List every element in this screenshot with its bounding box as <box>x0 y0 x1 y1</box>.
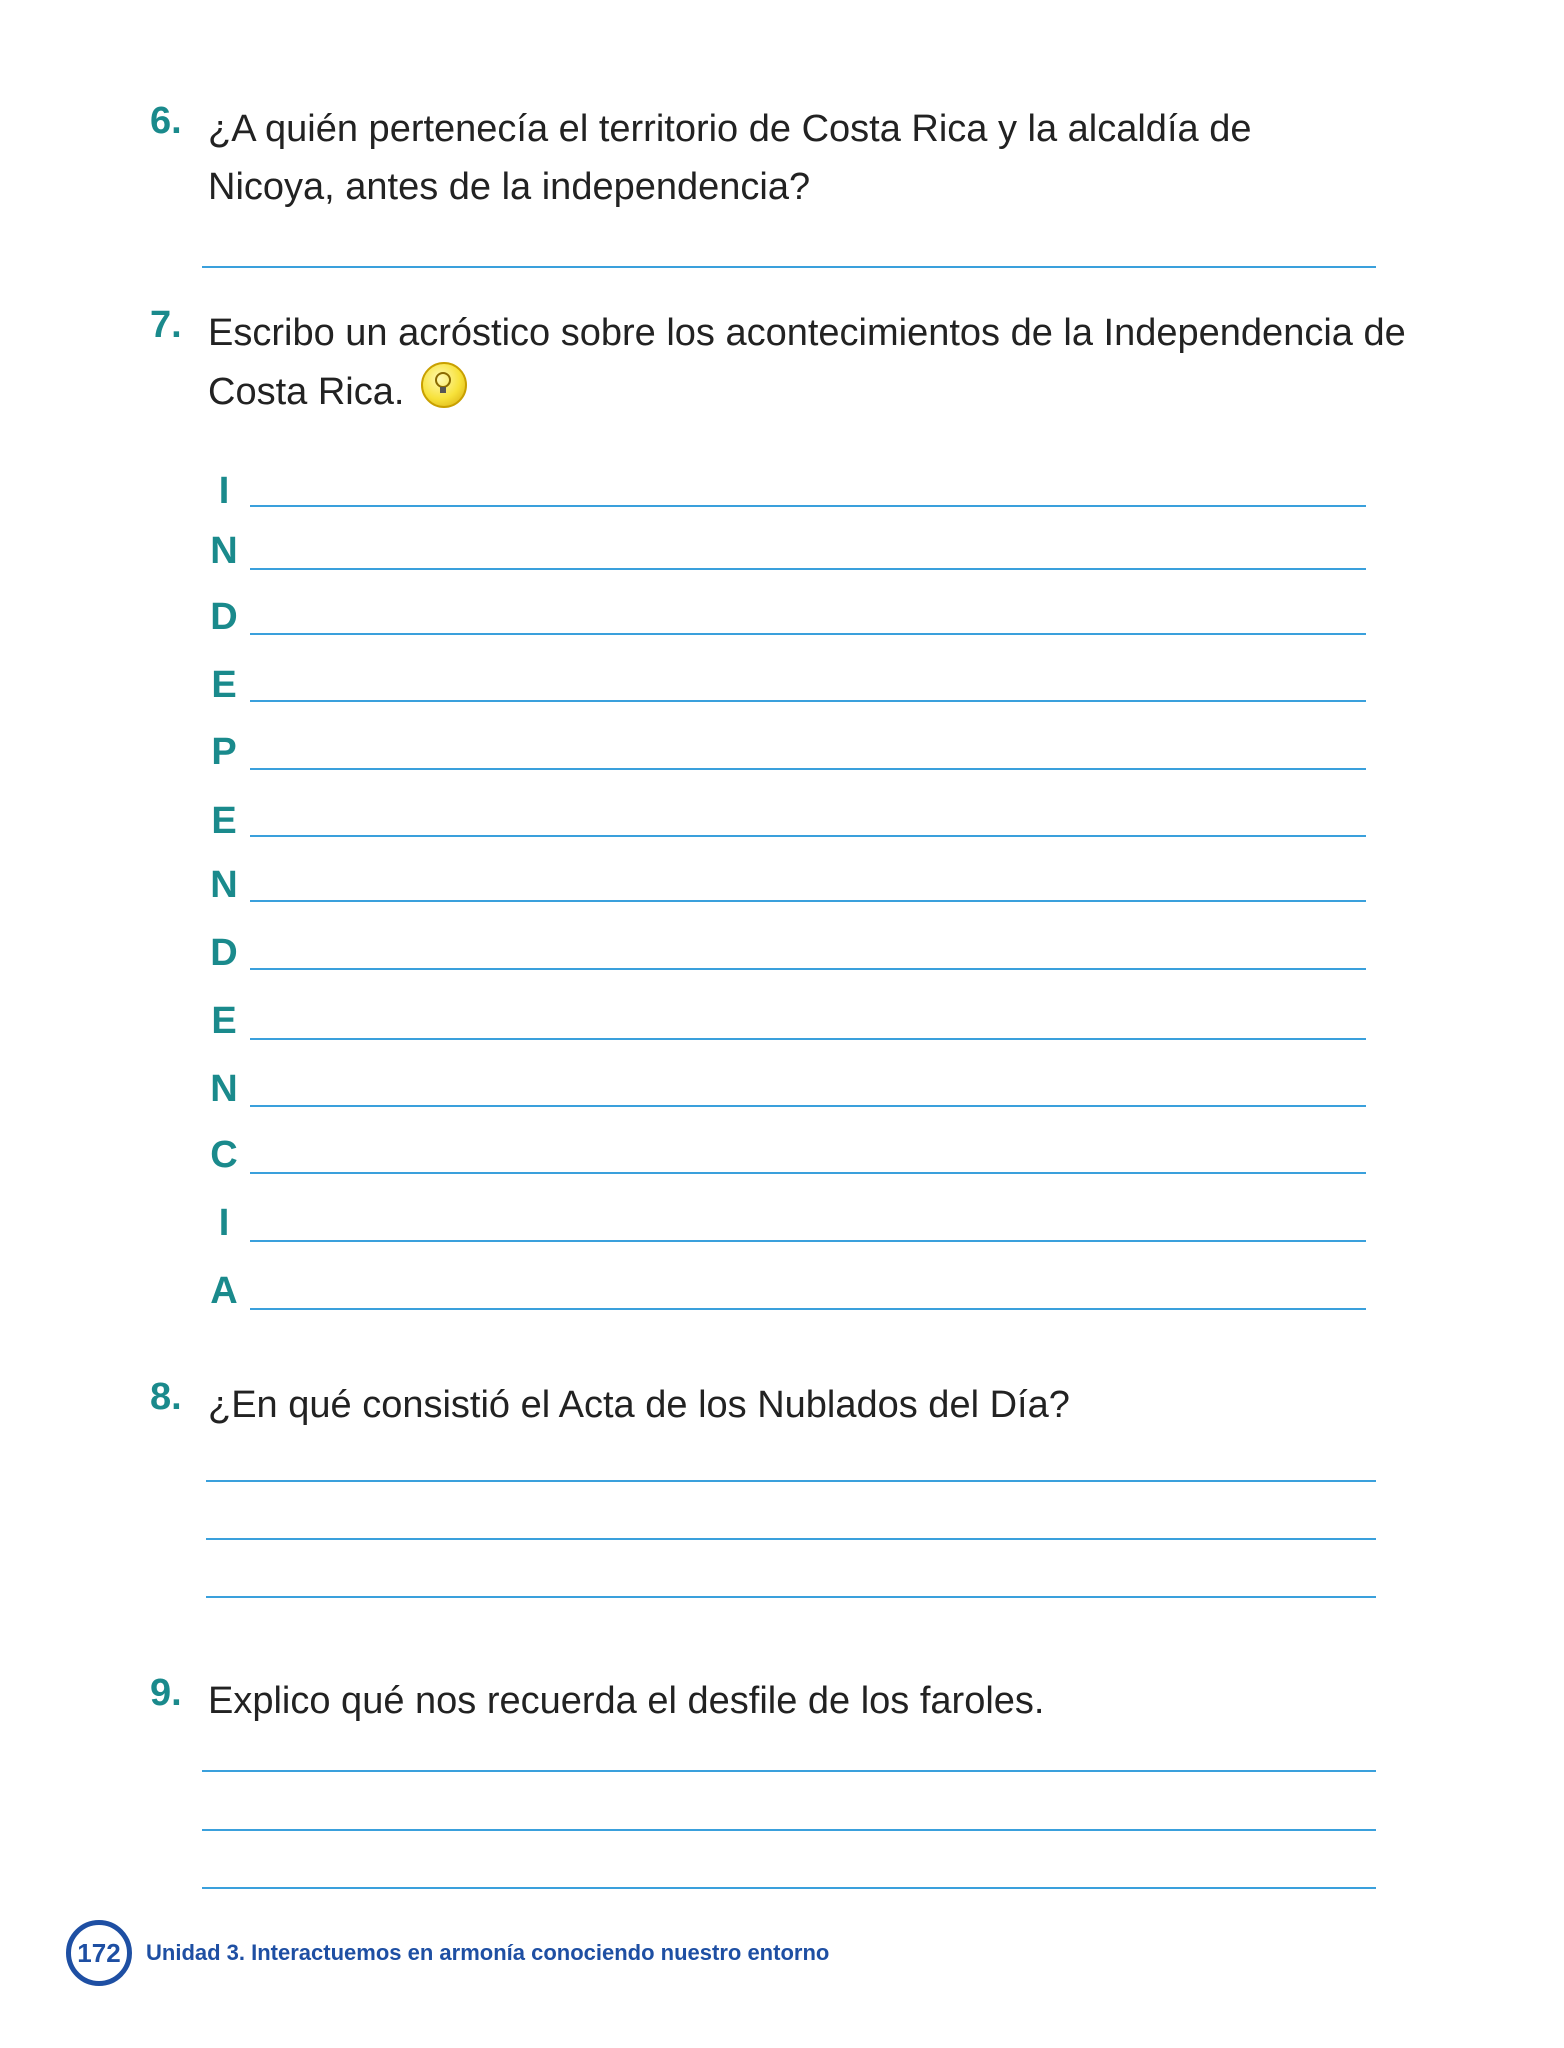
acrostic-line[interactable] <box>250 700 1366 702</box>
acrostic-line[interactable] <box>250 1105 1366 1107</box>
question-8 <box>150 1376 1450 1434</box>
question-text: Escribo un acróstico sobre los acontecimientos de la Independencia de Costa Rica. <box>208 312 1406 413</box>
question-number: 8. <box>150 1376 182 1418</box>
acrostic-letter: E <box>211 1000 237 1042</box>
acrostic-line[interactable] <box>250 968 1366 970</box>
acrostic-letter: I <box>218 1202 230 1244</box>
acrostic-line[interactable] <box>250 1308 1366 1310</box>
answer-line[interactable] <box>206 1596 1376 1598</box>
lightbulb-icon <box>421 362 467 408</box>
acrostic-line[interactable] <box>250 1038 1366 1040</box>
question-number: 7. <box>150 304 182 346</box>
page-number: 172 <box>66 1920 132 1986</box>
acrostic-letter: A <box>210 1270 238 1312</box>
answer-line[interactable] <box>202 1829 1376 1831</box>
question-text: ¿En qué consistió el Acta de los Nublados del Día? <box>208 1384 1070 1426</box>
acrostic-letter: E <box>211 800 237 842</box>
question-7 <box>150 304 1450 421</box>
acrostic-line[interactable] <box>250 1172 1366 1174</box>
answer-line[interactable] <box>206 1538 1376 1540</box>
acrostic-letter: N <box>210 864 238 906</box>
answer-line[interactable] <box>202 1770 1376 1772</box>
acrostic-letter: N <box>210 530 238 572</box>
acrostic-letter: D <box>210 932 238 974</box>
acrostic-line[interactable] <box>250 568 1366 570</box>
unit-title: Unidad 3. Interactuemos en armonía conociendo nuestro entorno <box>146 1940 830 1965</box>
acrostic-letter: N <box>210 1068 238 1110</box>
question-9 <box>150 1672 1450 1730</box>
acrostic-letter: D <box>210 596 238 638</box>
acrostic-line[interactable] <box>250 1240 1366 1242</box>
question-number: 9. <box>150 1672 182 1714</box>
acrostic-line[interactable] <box>250 835 1366 837</box>
page-footer <box>66 1920 829 1986</box>
answer-line[interactable] <box>202 266 1376 268</box>
acrostic-line[interactable] <box>250 768 1366 770</box>
question-text-wrap <box>208 304 1468 421</box>
question-text: Explico qué nos recuerda el desfile de los faroles. <box>208 1680 1045 1722</box>
acrostic-line[interactable] <box>250 633 1366 635</box>
acrostic-letter: E <box>211 664 237 706</box>
acrostic-letter: C <box>210 1134 238 1176</box>
question-6 <box>150 100 1450 216</box>
answer-line[interactable] <box>202 1887 1376 1889</box>
acrostic-line[interactable] <box>250 505 1366 507</box>
answer-line[interactable] <box>206 1480 1376 1482</box>
acrostic-line[interactable] <box>250 900 1366 902</box>
acrostic-letter: P <box>211 731 237 773</box>
question-text: ¿A quién pertenecía el territorio de Costa Rica y la alcaldía de Nicoya, antes de la independencia? <box>208 108 1252 208</box>
acrostic-letter: I <box>218 470 230 512</box>
question-number: 6. <box>150 100 182 142</box>
